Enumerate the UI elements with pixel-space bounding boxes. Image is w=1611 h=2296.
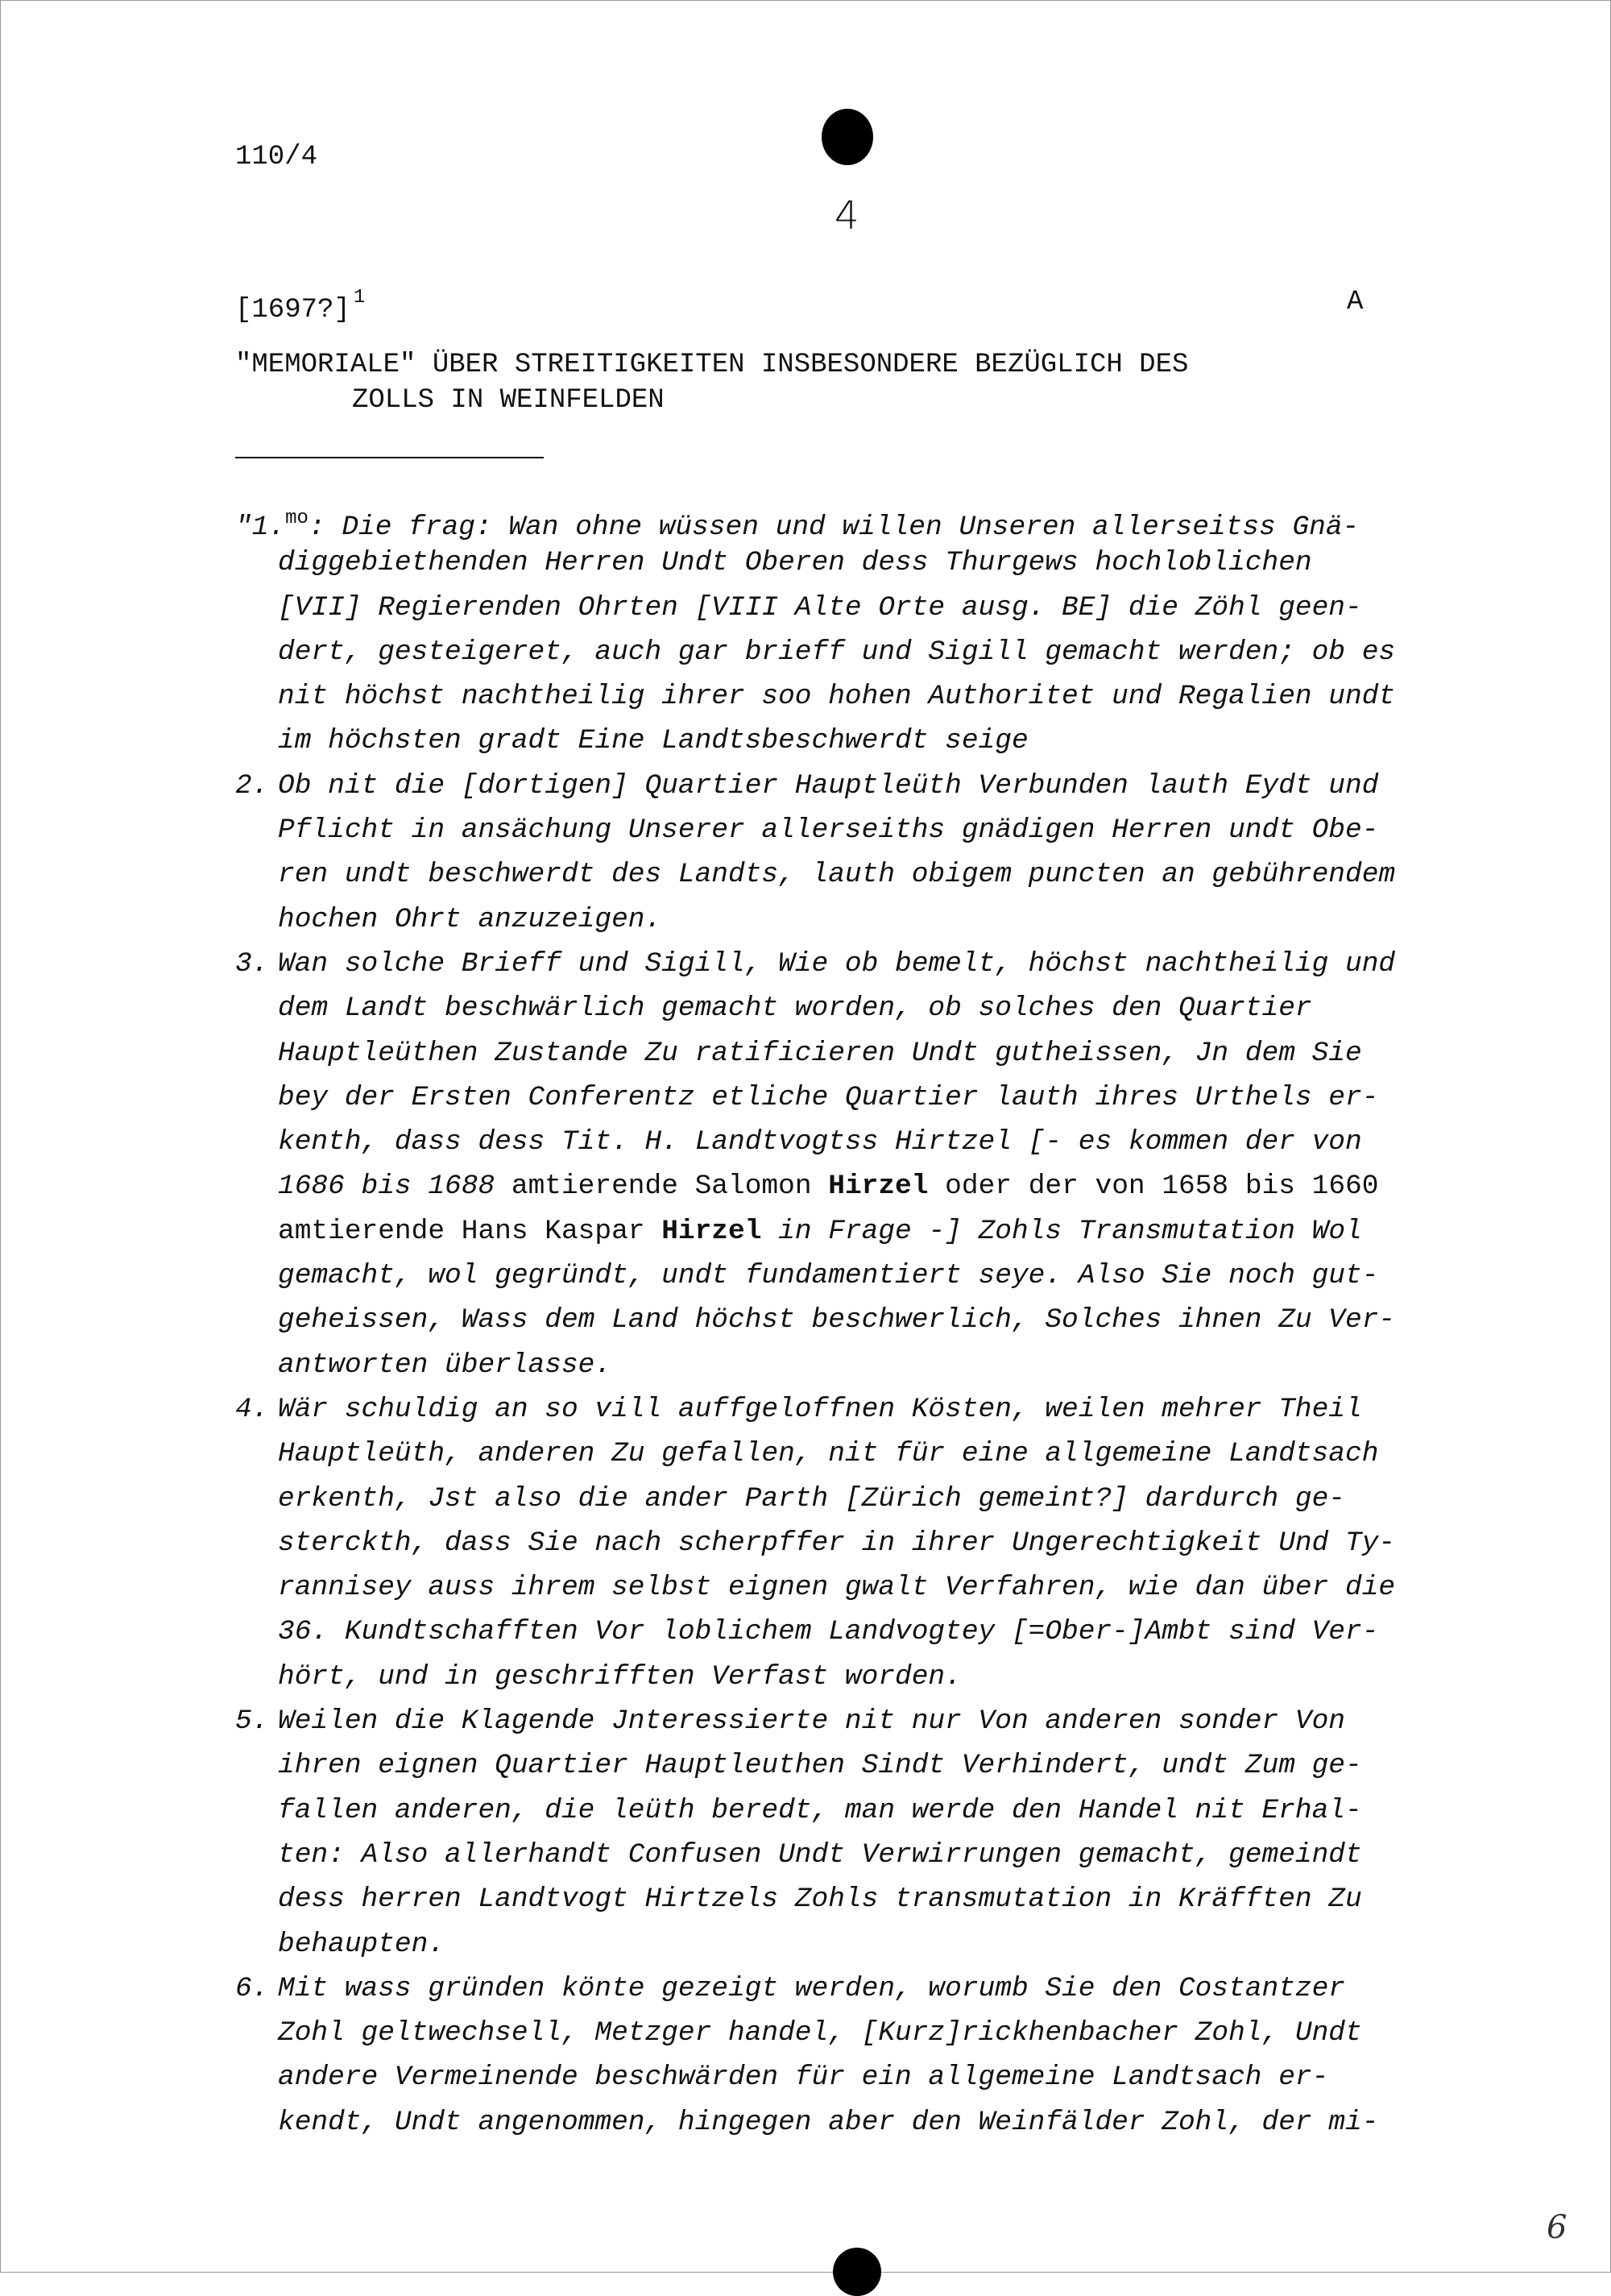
item-line: ren undt beschwerdt des Landts, lauth obigem puncten an gebührendem <box>278 859 1396 891</box>
item-line: ten: Also allerhandt Confusen Undt Verwirrungen gemacht, gemeindt <box>278 1838 1362 1871</box>
text-run: amtierende Salomon <box>511 1171 829 1203</box>
item-line: 36. Kundtschafften Vor loblichem Landvogtey [=Ober-]Ambt sind Ver- <box>278 1616 1379 1648</box>
item-line: diggebiethenden Herren Undt Oberen dess Thurgews hochloblichen <box>278 547 1312 579</box>
item-line: behaupten. <box>278 1928 445 1960</box>
item-line: erkenth, Jst also die ander Parth [Zürich gemeint?] dardurch ge- <box>278 1482 1346 1515</box>
list-item <box>235 1387 1492 1699</box>
document-reference: 110/4 <box>235 142 318 172</box>
title-line-2: ZOLLS IN WEINFELDEN <box>352 385 665 416</box>
item-line: nit höchst nachtheilig ihrer soo hohen Authoritet und Regalien undt <box>278 681 1396 713</box>
name-highlight: Hirzel <box>661 1215 762 1247</box>
item-line: Weilen die Klagende Jnteressierte nit nur Von anderen sonder Von <box>278 1705 1346 1738</box>
item-line: gemacht, wol gegründt, undt fundamentiert seye. Also Sie noch gut- <box>278 1260 1379 1292</box>
text-run: amtierende Hans Kaspar <box>278 1215 662 1247</box>
document-letter: A <box>1347 287 1364 317</box>
title-rule <box>235 457 544 458</box>
item-line: geheissen, Wass dem Land höchst beschwerlich, Solches ihnen Zu Ver- <box>278 1304 1396 1337</box>
text-run: in Frage -] Zohls Transmutation Wol <box>761 1215 1362 1247</box>
item-line: im höchsten gradt Eine Landtsbeschwerdt seige <box>278 725 1029 757</box>
item-line: kendt, Undt angenommen, hingegen aber den Weinfälder Zohl, der mi- <box>278 2106 1379 2138</box>
page-number: 4 <box>834 193 859 238</box>
item-number: 4. <box>235 1393 269 1425</box>
item-line: dem Landt beschwärlich gemacht worden, ob solches den Quartier <box>278 993 1312 1025</box>
handwritten-margin-mark: 6 <box>1547 2209 1568 2246</box>
document-date <box>235 287 365 325</box>
date-text: [1697?] <box>235 295 350 325</box>
list-item <box>235 764 1492 942</box>
item-number: 6. <box>235 1972 269 2004</box>
item-line: rannisey auss ihrem selbst eignen gwalt Verfahren, wie dan über die <box>278 1572 1396 1604</box>
item-line: Ob nit die [dortigen] Quartier Hauptleüth Verbunden lauth Eydt und <box>278 769 1379 802</box>
item-line: sterckth, dass Sie nach scherpffer in ihrer Ungerechtigkeit Und Ty- <box>278 1527 1396 1559</box>
punch-hole-top <box>822 109 873 165</box>
item-line: kenth, dass dess Tit. H. Landtvogtss Hirtzel [- es kommen der von <box>278 1126 1362 1158</box>
item-line: Hauptleüth, anderen Zu gefallen, nit für eine allgemeine Landtsach <box>278 1438 1379 1470</box>
list-item <box>235 1967 1492 2145</box>
item-number: "1. <box>235 512 286 543</box>
text-run: oder der von 1658 bis 1660 <box>928 1171 1379 1203</box>
item-line: dert, gesteigeret, auch gar brieff und Sigill gemacht werden; ob es <box>278 636 1396 668</box>
punch-hole-bottom <box>833 2248 881 2296</box>
item-number-superscript: mo <box>285 508 309 529</box>
item-line: Pflicht in ansächung Unserer allerseiths gnädigen Herren undt Obe- <box>278 814 1379 847</box>
item-line: fallen anderen, die leüth beredt, man werde den Handel nit Erhal- <box>278 1794 1362 1826</box>
item-line: hört, und in geschrifften Verfast worden. <box>278 1660 962 1693</box>
document-body <box>235 496 1492 2145</box>
item-line: dess herren Landtvogt Hirtzels Zohls transmutation in Kräfften Zu <box>278 1884 1362 1916</box>
item-line: ihren eignen Quartier Hauptleuthen Sindt Verhindert, undt Zum ge- <box>278 1750 1362 1782</box>
item-line <box>278 1209 1492 1254</box>
list-item <box>235 942 1492 1387</box>
item-line: hochen Ohrt anzuzeigen. <box>278 903 662 935</box>
item-1-line-1 <box>235 496 1492 541</box>
date-footnote: 1 <box>353 287 366 309</box>
item-line: andere Vermeinende beschwärden für ein allgemeine Landtsach er- <box>278 2062 1329 2094</box>
item-number: 3. <box>235 947 269 980</box>
item-line: Zohl geltwechsell, Metzger handel, [Kurz]rickhenbacher Zohl, Undt <box>278 2017 1362 2049</box>
item-line <box>278 1164 1492 1208</box>
text-run: 1686 bis 1688 <box>278 1171 511 1203</box>
item-line: [VII] Regierenden Ohrten [VIII Alte Orte ausg. BE] die Zöhl geen- <box>278 591 1362 624</box>
item-line: bey der Ersten Conferentz etliche Quartier lauth ihres Urthels er- <box>278 1081 1379 1113</box>
item-line: Wär schuldig an so vill auffgeloffnen Kösten, weilen mehrer Theil <box>278 1393 1362 1425</box>
name-highlight: Hirzel <box>828 1171 929 1203</box>
item-text: : Die frag: Wan ohne wüssen und willen Unseren allerseitss Gnä- <box>308 512 1360 543</box>
item-number: 2. <box>235 769 269 802</box>
item-line: Wan solche Brieff und Sigill, Wie ob bemelt, höchst nachtheilig und <box>278 947 1396 980</box>
list-item <box>235 1699 1492 1967</box>
item-number: 5. <box>235 1705 269 1738</box>
item-line: Hauptleüthen Zustande Zu ratificieren Undt gutheissen, Jn dem Sie <box>278 1037 1362 1069</box>
list-item <box>235 496 1492 764</box>
title-line-1: "MEMORIALE" ÜBER STREITIGKEITEN INSBESONDERE BEZÜGLICH DES <box>235 350 1189 380</box>
item-line: antworten überlasse. <box>278 1349 612 1381</box>
item-line: Mit wass gründen könte gezeigt werden, worumb Sie den Costantzer <box>278 1972 1346 2004</box>
